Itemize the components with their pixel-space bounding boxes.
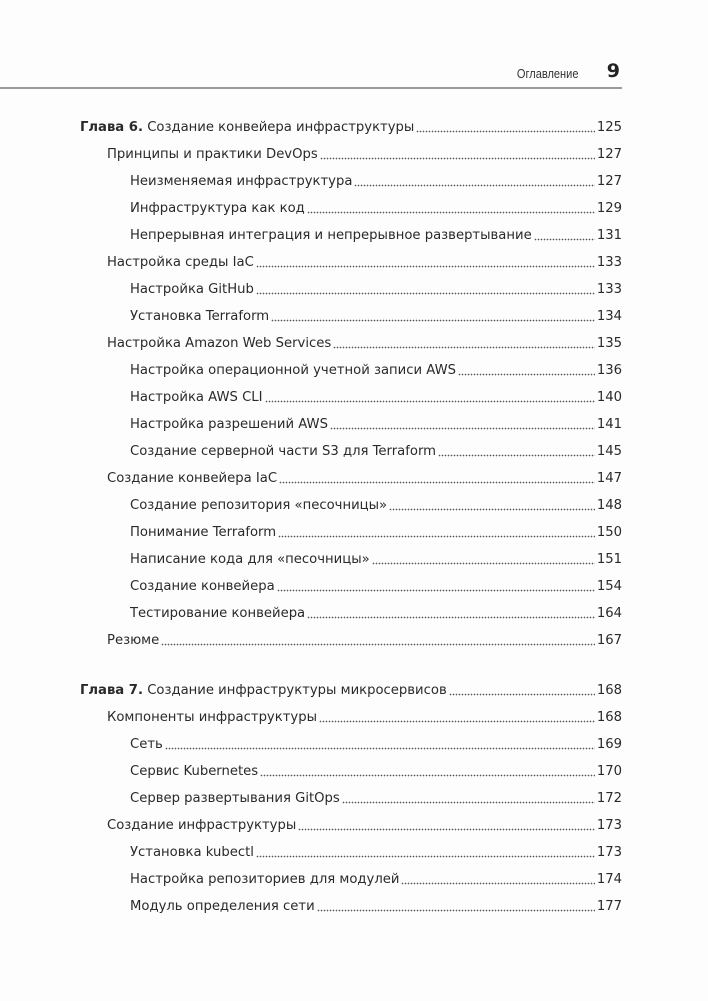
toc-page: 173 bbox=[596, 818, 622, 833]
toc-page: 169 bbox=[596, 737, 622, 752]
toc-entry-subsection[interactable] bbox=[130, 604, 622, 624]
toc-title: Установка kubectl bbox=[130, 845, 254, 860]
leader-dots bbox=[333, 346, 595, 349]
toc-title: Сервис Kubernetes bbox=[130, 764, 259, 779]
header-title: Оглавление bbox=[516, 66, 578, 81]
toc-page: 173 bbox=[596, 845, 622, 860]
toc-title: Тестирование конвейера bbox=[130, 606, 306, 621]
toc-title: Модуль определения сети bbox=[130, 899, 315, 914]
toc-entry-section[interactable] bbox=[107, 145, 622, 165]
toc-entry-chapter[interactable] bbox=[80, 681, 622, 701]
leader-dots bbox=[320, 157, 595, 160]
toc-page: 136 bbox=[596, 363, 622, 378]
toc-entry-subsection[interactable] bbox=[130, 172, 622, 192]
toc-entry-subsection[interactable] bbox=[130, 577, 622, 597]
toc-title: Неизменяемая инфраструктура bbox=[130, 174, 353, 189]
leader-dots bbox=[372, 562, 595, 565]
toc-entry-subsection[interactable] bbox=[130, 226, 622, 246]
toc-title: Создание конвейера bbox=[130, 579, 275, 594]
leader-dots bbox=[298, 828, 595, 831]
toc-entry-subsection[interactable] bbox=[130, 496, 622, 516]
toc-title: Настройка среды IaC bbox=[107, 255, 254, 270]
toc-entry-subsection[interactable] bbox=[130, 870, 622, 890]
toc-title: Сеть bbox=[130, 737, 163, 752]
toc-entry-section[interactable] bbox=[107, 708, 622, 728]
toc-title: Создание инфраструктуры bbox=[107, 818, 297, 833]
toc-title: Настройка операционной учетной записи AWS bbox=[130, 363, 456, 378]
toc-title: Сервер развертывания GitOps bbox=[130, 791, 340, 806]
header-page-number: 9 bbox=[606, 60, 620, 82]
toc-title: Инфраструктура как код bbox=[130, 201, 305, 216]
leader-dots bbox=[165, 747, 595, 750]
leader-dots bbox=[256, 265, 595, 268]
chapter-prefix: Глава 6. bbox=[80, 120, 143, 135]
leader-dots bbox=[389, 508, 595, 511]
toc-entry-subsection[interactable] bbox=[130, 415, 622, 435]
toc-page: 164 bbox=[596, 606, 622, 621]
toc-page: 148 bbox=[596, 498, 622, 513]
leader-dots bbox=[458, 373, 595, 376]
toc-title: Создание инфраструктуры микросервисов bbox=[147, 683, 447, 698]
toc-title: Принципы и практики DevOps bbox=[107, 147, 318, 162]
toc-page: 125 bbox=[596, 120, 622, 135]
toc-title: Создание серверной части S3 для Terraform bbox=[130, 444, 436, 459]
toc-title: Непрерывная интеграция и непрерывное развертывание bbox=[130, 228, 532, 243]
leader-dots bbox=[354, 184, 594, 187]
toc-page: 135 bbox=[596, 336, 622, 351]
toc-title: Настройка GitHub bbox=[130, 282, 254, 297]
leader-dots bbox=[416, 130, 595, 133]
toc-page: 133 bbox=[596, 282, 622, 297]
leader-dots bbox=[342, 801, 595, 804]
toc-title: Резюме bbox=[107, 633, 160, 648]
leader-dots bbox=[256, 292, 595, 295]
leader-dots bbox=[534, 238, 595, 241]
leader-dots bbox=[278, 535, 595, 538]
toc-page: 127 bbox=[596, 147, 622, 162]
toc-page: 127 bbox=[596, 174, 622, 189]
leader-dots bbox=[330, 427, 595, 430]
toc-entry-subsection[interactable] bbox=[130, 550, 622, 570]
leader-dots bbox=[307, 211, 595, 214]
leader-dots bbox=[256, 855, 595, 858]
toc-title: Компоненты инфраструктуры bbox=[107, 710, 317, 725]
toc-page: 168 bbox=[596, 683, 622, 698]
toc-title: Создание конвейера IaC bbox=[107, 471, 278, 486]
toc-entry-subsection[interactable] bbox=[130, 199, 622, 219]
leader-dots bbox=[317, 909, 595, 912]
toc-title: Написание кода для «песочницы» bbox=[130, 552, 370, 567]
toc-page: 140 bbox=[596, 390, 622, 405]
toc-entry-subsection[interactable] bbox=[130, 442, 622, 462]
leader-dots bbox=[319, 720, 595, 723]
leader-dots bbox=[277, 589, 595, 592]
leader-dots bbox=[271, 319, 595, 322]
running-header bbox=[0, 58, 622, 89]
toc-page: 172 bbox=[596, 791, 622, 806]
toc-page: 174 bbox=[596, 872, 622, 887]
toc-entry-subsection[interactable] bbox=[130, 762, 622, 782]
toc-title: Понимание Terraform bbox=[130, 525, 277, 540]
toc-entry-section[interactable] bbox=[107, 631, 622, 651]
toc-page: 131 bbox=[596, 228, 622, 243]
toc-title: Настройка репозиториев для модулей bbox=[130, 872, 400, 887]
chapter-prefix: Глава 7. bbox=[80, 683, 143, 698]
leader-dots bbox=[401, 882, 594, 885]
toc-entry-subsection[interactable] bbox=[130, 843, 622, 863]
leader-dots bbox=[260, 774, 595, 777]
toc-title: Создание репозитория «песочницы» bbox=[130, 498, 388, 513]
toc-page: 154 bbox=[596, 579, 622, 594]
toc-page: 151 bbox=[596, 552, 622, 567]
toc-page: 145 bbox=[596, 444, 622, 459]
toc-title: Создание конвейера инфраструктуры bbox=[147, 120, 415, 135]
leader-dots bbox=[279, 481, 595, 484]
toc-page: 141 bbox=[596, 417, 622, 432]
leader-dots bbox=[438, 454, 595, 457]
toc-entry-subsection[interactable] bbox=[130, 897, 622, 917]
toc-page: 170 bbox=[596, 764, 622, 779]
leader-dots bbox=[161, 643, 595, 646]
toc-page: 129 bbox=[596, 201, 622, 216]
toc-page: 177 bbox=[596, 899, 622, 914]
toc-entry-subsection[interactable] bbox=[130, 523, 622, 543]
toc-title: Настройка Amazon Web Services bbox=[107, 336, 332, 351]
toc-entry-subsection[interactable] bbox=[130, 789, 622, 809]
toc-page: 134 bbox=[596, 309, 622, 324]
toc-entry-section[interactable] bbox=[107, 816, 622, 836]
toc-entry-subsection[interactable] bbox=[130, 361, 622, 381]
toc-entry-subsection[interactable] bbox=[130, 735, 622, 755]
leader-dots bbox=[307, 616, 595, 619]
leader-dots bbox=[449, 693, 595, 696]
toc-entry-section[interactable] bbox=[107, 469, 622, 489]
toc-entry-section[interactable] bbox=[107, 253, 622, 273]
toc-entry-chapter[interactable] bbox=[80, 118, 622, 138]
leader-dots bbox=[265, 400, 595, 403]
toc-page: 147 bbox=[596, 471, 622, 486]
toc-page: 168 bbox=[596, 710, 622, 725]
toc-page: 150 bbox=[596, 525, 622, 540]
toc-entry-subsection[interactable] bbox=[130, 307, 622, 327]
toc-title: Настройка AWS CLI bbox=[130, 390, 263, 405]
toc-entry-subsection[interactable] bbox=[130, 388, 622, 408]
toc-entry-section[interactable] bbox=[107, 334, 622, 354]
toc-page: 133 bbox=[596, 255, 622, 270]
toc-title: Настройка разрешений AWS bbox=[130, 417, 328, 432]
toc-entry-subsection[interactable] bbox=[130, 280, 622, 300]
toc-title: Установка Terraform bbox=[130, 309, 270, 324]
toc-page: 167 bbox=[596, 633, 622, 648]
